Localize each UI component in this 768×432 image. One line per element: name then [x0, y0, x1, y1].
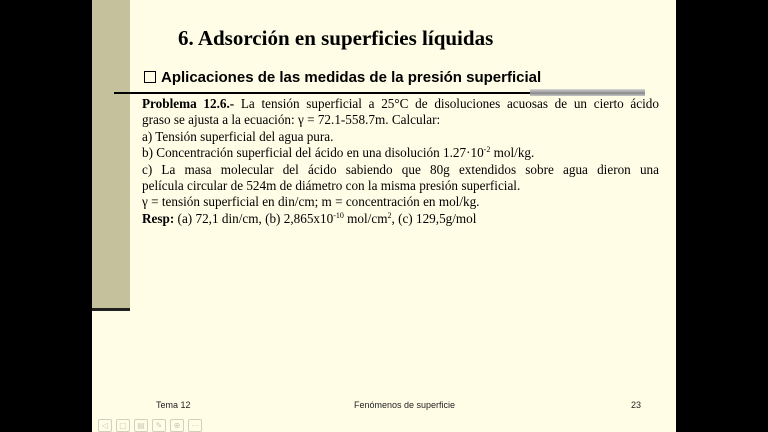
problem-item-c-line-2: película circular de 524m de diámetro con la misma presión superficial. [142, 178, 521, 194]
outline-icon[interactable]: ▢ [116, 419, 130, 432]
slide [92, 0, 676, 432]
slideshow-nav-bar [98, 419, 202, 432]
checkbox-bullet-icon [144, 71, 156, 83]
item-b-unit: mol/kg. [490, 145, 535, 161]
menu-icon[interactable]: ⋯ [188, 419, 202, 432]
title-divider [114, 92, 530, 94]
decorative-bar [530, 89, 645, 96]
answer-exponent-1: -10 [333, 210, 344, 220]
problem-text [142, 96, 659, 227]
sidebar-divider [92, 308, 130, 311]
footer-title: Fenómenos de superficie [354, 400, 456, 410]
answer-label: Resp: [142, 210, 175, 226]
slide-subtitle [144, 69, 541, 86]
previous-icon[interactable]: ◁ [98, 419, 112, 432]
problem-legend: γ = tensión superficial en din/cm; m = concentración en mol/kg. [142, 194, 480, 210]
problem-line-1 [142, 96, 659, 112]
answer-unit: mol/cm [343, 210, 388, 226]
zoom-icon[interactable]: ⊕ [170, 419, 184, 432]
footer-topic: Tema 12 [156, 400, 191, 410]
problem-line-2: graso se ajusta a la ecuación: γ = 72.1-558.7m. Calcular: [142, 112, 441, 128]
answer-c: , (c) 129,5g/mol [391, 210, 477, 226]
problem-statement: La tensión superficial a 25°C de disoluciones acuosas de un cierto ácido [234, 96, 659, 111]
problem-answer [142, 211, 659, 227]
slide-sidebar-bar [92, 0, 130, 310]
notes-icon[interactable]: ▤ [134, 419, 148, 432]
subtitle-text: Aplicaciones de las medidas de la presión superficial [161, 69, 542, 86]
problem-item-a: a) Tensión superficial del agua pura. [142, 128, 334, 144]
item-b-exponent: -2 [483, 145, 491, 155]
problem-heading: Problema 12.6.- [142, 96, 235, 111]
problem-item-b [142, 145, 659, 161]
pen-icon[interactable]: ✎ [152, 419, 166, 432]
problem-item-c-line-1: c) La masa molecular del ácido sabiendo que 80g extendidos sobre agua dieron una [142, 161, 659, 177]
item-b-text: b) Concentración superficial del ácido en una disolución 1.27·10 [142, 145, 484, 161]
answer-a-b: (a) 72,1 din/cm, (b) 2,865x10 [174, 210, 334, 226]
slide-number: 23 [631, 400, 642, 410]
slide-title: 6. Adsorción en superficies líquidas [178, 26, 494, 50]
answer-exponent-2: 2 [387, 210, 392, 220]
